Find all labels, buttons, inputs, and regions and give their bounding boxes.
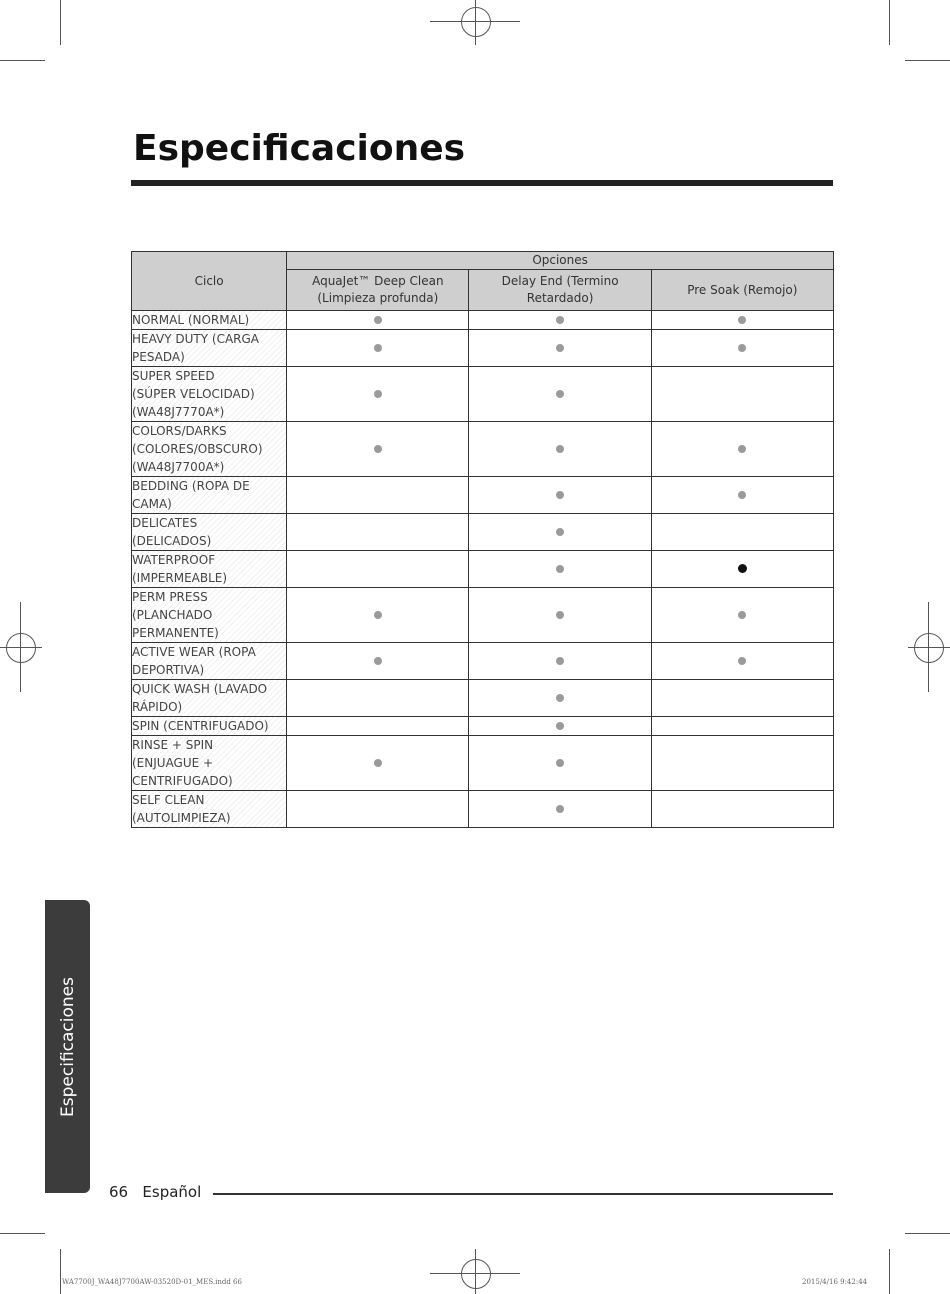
option-cell: [287, 717, 469, 736]
cycle-name-line: CENTRIFUGADO): [132, 774, 233, 788]
cycle-options-table: [131, 251, 834, 828]
option-cell: [469, 311, 651, 330]
option-cell: [469, 330, 651, 367]
availability-dot-icon: [556, 491, 564, 499]
crop-mark: [889, 0, 890, 45]
table-row: [132, 311, 834, 330]
registration-mark-top: [461, 7, 491, 37]
option-cell: [651, 551, 833, 588]
crop-mark: [905, 60, 950, 61]
crop-mark: [60, 0, 61, 45]
registration-mark-right: [914, 633, 944, 663]
page-number: 66: [109, 1183, 129, 1201]
header-option-3: [651, 270, 833, 311]
table-row: [132, 680, 834, 717]
registration-line: [908, 647, 950, 648]
cycle-name-line: RINSE + SPIN: [132, 738, 214, 752]
table-row: [132, 330, 834, 367]
availability-dot-icon: [556, 316, 564, 324]
table-row: [132, 643, 834, 680]
table-row: [132, 367, 834, 422]
cycle-name-cell: [132, 643, 287, 680]
option-cell: [651, 311, 833, 330]
crop-mark: [905, 1233, 950, 1234]
availability-dot-icon: [556, 657, 564, 665]
cycle-name-cell: [132, 477, 287, 514]
cycle-name-line: (COLORES/OBSCURO): [132, 442, 263, 456]
registration-line: [475, 0, 476, 45]
option-cell: [469, 367, 651, 422]
cycle-name-line: (IMPERMEABLE): [132, 571, 228, 585]
cycle-name-line: PERMANENTE): [132, 626, 219, 640]
cycle-name-line: (ENJUAGUE +: [132, 756, 214, 770]
page-footer: [109, 1183, 201, 1201]
availability-dot-icon: [556, 759, 564, 767]
option-cell: [651, 680, 833, 717]
registration-line: [0, 647, 42, 648]
registration-mark-bottom: [461, 1259, 491, 1289]
option-cell: [469, 422, 651, 477]
header-option-line: AquaJet™ Deep Clean: [312, 274, 444, 288]
cycle-name-line: SELF CLEAN: [132, 793, 205, 807]
header-option-line: Pre Soak (Remojo): [687, 282, 798, 297]
cycle-name-line: (WA48J7770A*): [132, 405, 225, 419]
availability-dot-icon: [556, 694, 564, 702]
header-option-line: Delay End (Termino: [501, 274, 619, 288]
availability-dot-icon: [556, 390, 564, 398]
option-cell: [287, 311, 469, 330]
availability-dot-icon: [374, 759, 382, 767]
option-cell: [287, 588, 469, 643]
file-slug: WA7700J_WA48J7700AW-03520D-01_MES.indd 66: [62, 1278, 242, 1286]
availability-dot-icon: [738, 344, 746, 352]
option-cell: [651, 514, 833, 551]
cycle-name-line: HEAVY DUTY (CARGA: [132, 332, 260, 346]
option-cell: [287, 367, 469, 422]
option-cell: [287, 514, 469, 551]
crop-mark: [889, 1249, 890, 1294]
option-cell: [651, 367, 833, 422]
option-cell: [651, 791, 833, 828]
cycle-name-cell: [132, 311, 287, 330]
cycle-name-cell: [132, 717, 287, 736]
cycle-name-line: (WA48J7700A*): [132, 460, 225, 474]
cycle-name-line: COLORS/DARKS: [132, 424, 227, 438]
availability-dot-icon: [374, 344, 382, 352]
cycle-name-line: DELICATES: [132, 516, 198, 530]
cycle-name-cell: [132, 551, 287, 588]
availability-dot-icon: [738, 491, 746, 499]
registration-line: [475, 1249, 476, 1294]
availability-dot-icon: [556, 344, 564, 352]
option-cell: [651, 422, 833, 477]
option-cell: [469, 791, 651, 828]
option-cell: [469, 588, 651, 643]
option-cell: [287, 736, 469, 791]
cycle-name-cell: [132, 736, 287, 791]
table-row: [132, 422, 834, 477]
availability-dot-icon: [374, 657, 382, 665]
option-cell: [469, 477, 651, 514]
availability-dot-icon: [556, 565, 564, 573]
availability-dot-icon: [738, 316, 746, 324]
cycle-name-line: (AUTOLIMPIEZA): [132, 811, 231, 825]
option-cell: [469, 551, 651, 588]
crop-mark: [0, 60, 45, 61]
cycle-name-line: RÁPIDO): [132, 700, 183, 714]
option-cell: [287, 680, 469, 717]
header-option-2: [469, 270, 651, 311]
availability-dot-icon: [738, 611, 746, 619]
availability-dot-icon: [738, 657, 746, 665]
option-cell: [651, 477, 833, 514]
option-cell: [287, 643, 469, 680]
availability-dot-icon: [556, 445, 564, 453]
cycle-name-line: SUPER SPEED: [132, 369, 215, 383]
registration-line: [20, 602, 21, 692]
table-row: [132, 717, 834, 736]
table-body: [132, 311, 834, 828]
cycle-name-line: DEPORTIVA): [132, 663, 205, 677]
cycle-name-cell: [132, 791, 287, 828]
cycle-name-cell: [132, 588, 287, 643]
cycle-name-line: BEDDING (ROPA DE: [132, 479, 250, 493]
availability-dot-icon: [374, 611, 382, 619]
option-cell: [469, 680, 651, 717]
availability-dot-icon: [374, 390, 382, 398]
availability-dot-icon: [374, 445, 382, 453]
option-cell: [469, 717, 651, 736]
availability-dot-icon: [738, 564, 747, 573]
option-cell: [469, 643, 651, 680]
cycle-name-line: PERM PRESS: [132, 590, 208, 604]
option-cell: [651, 330, 833, 367]
header-ciclo: Ciclo: [132, 252, 287, 311]
availability-dot-icon: [374, 316, 382, 324]
option-cell: [287, 791, 469, 828]
registration-line: [928, 602, 929, 692]
option-cell: [651, 643, 833, 680]
cycle-name-line: PESADA): [132, 350, 185, 364]
print-timestamp: 2015/4/16 9:42:44: [802, 1278, 868, 1286]
footer-rule: [213, 1193, 833, 1195]
cycle-name-line: NORMAL (NORMAL): [132, 313, 250, 327]
option-cell: [469, 736, 651, 791]
table-row: [132, 551, 834, 588]
crop-mark: [60, 1249, 61, 1294]
cycle-name-line: (PLANCHADO: [132, 608, 213, 622]
cycle-name-cell: [132, 330, 287, 367]
option-cell: [469, 514, 651, 551]
cycle-name-cell: [132, 367, 287, 422]
cycle-name-line: (DELICADOS): [132, 534, 212, 548]
cycle-name-line: CAMA): [132, 497, 172, 511]
availability-dot-icon: [556, 805, 564, 813]
option-cell: [651, 588, 833, 643]
option-cell: [287, 422, 469, 477]
header-opciones: Opciones: [287, 252, 834, 270]
option-cell: [287, 330, 469, 367]
option-cell: [651, 717, 833, 736]
option-cell: [287, 551, 469, 588]
page-title: Especificaciones: [133, 128, 466, 169]
table-row: [132, 791, 834, 828]
cycle-name-cell: [132, 422, 287, 477]
availability-dot-icon: [556, 528, 564, 536]
table-row: [132, 736, 834, 791]
availability-dot-icon: [556, 611, 564, 619]
table-header: [132, 252, 834, 311]
header-option-line: (Limpieza profunda): [317, 291, 439, 305]
side-tab-label: Especificaciones: [57, 976, 78, 1117]
table-row: [132, 588, 834, 643]
option-cell: [651, 736, 833, 791]
cycle-name-line: ACTIVE WEAR (ROPA: [132, 645, 256, 659]
availability-dot-icon: [738, 445, 746, 453]
page-language: Español: [142, 1183, 202, 1201]
cycle-name-line: WATERPROOF: [132, 553, 216, 567]
cycle-name-line: SPIN (CENTRIFUGADO): [132, 719, 269, 733]
cycle-name-cell: [132, 514, 287, 551]
cycle-name-line: (SÚPER VELOCIDAD): [132, 387, 255, 401]
crop-mark: [0, 1233, 45, 1234]
header-option-1: [287, 270, 469, 311]
section-side-tab: [45, 900, 90, 1193]
cycle-name-cell: [132, 680, 287, 717]
header-row-top: [132, 252, 834, 270]
registration-mark-left: [6, 633, 36, 663]
option-cell: [287, 477, 469, 514]
table-row: [132, 477, 834, 514]
table-row: [132, 514, 834, 551]
header-option-line: Retardado): [526, 291, 594, 305]
title-rule: [131, 180, 833, 186]
cycle-name-line: QUICK WASH (LAVADO: [132, 682, 268, 696]
availability-dot-icon: [556, 722, 564, 730]
